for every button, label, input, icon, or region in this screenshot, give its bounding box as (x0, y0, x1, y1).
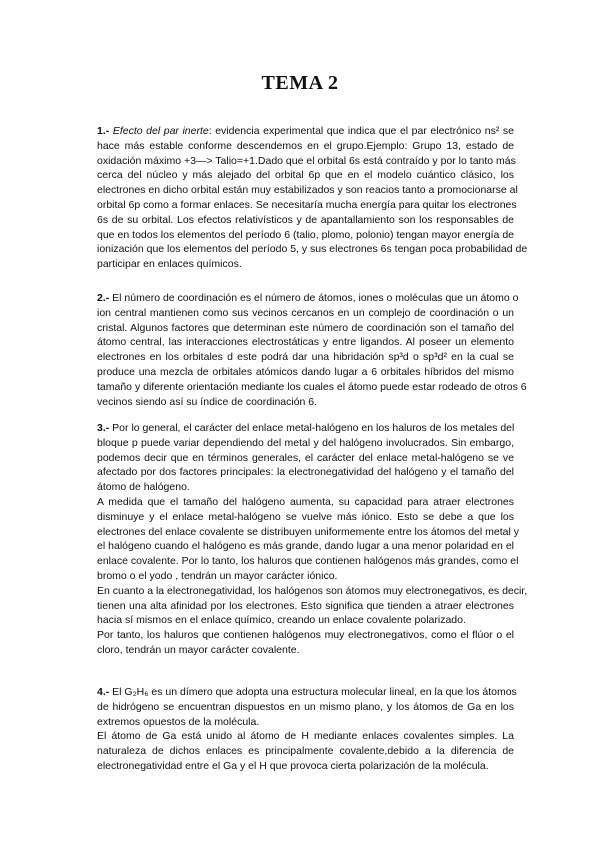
paragraph-first-line (97, 124, 514, 139)
section-number: 4.- (97, 686, 110, 698)
paragraph-first-line (97, 685, 517, 700)
text-line: extremos opuestos de la molécula. (97, 715, 260, 728)
section-number: 3.- (97, 422, 110, 434)
section-3 (97, 421, 528, 658)
text-line: bromo o el yodo , tendrán un mayor carácter iónico. (97, 569, 338, 582)
text-line: tienen una alta afinidad por los electrones. Esto significa que tienden a atraer electrones (97, 599, 514, 612)
italic-term: Efecto del par inerte (112, 125, 209, 137)
page-title: TEMA 2 (261, 72, 339, 94)
line-text: El G₂H₆ es un dímero que adopta una estructura molecular lineal, en la que los átomos (109, 686, 517, 698)
section-4 (97, 685, 517, 774)
line-text: Por lo general, el carácter del enlace metal-halógeno en los haluros de los metales del (109, 422, 515, 434)
text-line: átomo de halógeno. (97, 481, 190, 494)
text-line: el halógeno cuando el halógeno es más grande, dando lugar a una menor polaridad en el (97, 540, 514, 553)
section-number: 1.- (97, 125, 110, 137)
text-line: produce una mezcla de orbitales atómicos dando lugar a 6 orbitales híbridos del mismo (97, 365, 514, 378)
text-line: hacia sí mismos en el enlace químico, creando un enlace covalente polarizado. (97, 614, 466, 627)
text-line: bloque p puede variar dependiendo del metal y del halógeno involucrados. Sin embargo, (97, 436, 514, 449)
text-line: hace más estable conforme descendemos en el grupo.Ejemplo: Grupo 13, estado de (97, 139, 514, 152)
text-line: cloro, tendrán un mayor carácter covalente. (97, 643, 300, 656)
text-line: cristal. Algunos factores que determinan este número de coordinación son el tamaño del (97, 321, 514, 334)
text-line: A medida que el tamaño del halógeno aumenta, su capacidad para atraer electrones (97, 495, 514, 508)
text-line: electrones del enlace covalente se distribuyen uniformemente entre los átomos del metal y (97, 525, 519, 538)
section-number: 2.- (97, 292, 110, 304)
text-line: podemos decir que en términos generales, el carácter del enlace metal-halógeno se ve (97, 451, 514, 464)
text-line: ionización que los elementos del período 5, y sus electrones 6s tengan poca probabilidad de (97, 243, 528, 256)
text-line: tamaño y diferente orientación mediante los cuales el átomo puede estar rodeado de otros 6 (97, 380, 527, 393)
text-line: participar en enlaces químicos. (97, 258, 242, 271)
text-line: naturaleza de dichos enlaces es principalmente covalente,debido a la diferencia de (97, 745, 514, 758)
line-text: : evidencia experimental que indica que el par electrónico ns² se (208, 125, 514, 137)
section-2 (97, 291, 527, 409)
line-text: El número de coordinación es el número de átomos, iones o moléculas que un átomo o (109, 292, 519, 304)
text-line: electronegatividad entre el Ga y el H que provoca cierta polarización de la molécula. (97, 759, 489, 772)
text-line: afectado por dos factores principales: la electronegatividad del halógeno y el tamaño del (97, 466, 514, 479)
text-line: vecinos siendo así su índice de coordinación 6. (97, 395, 318, 408)
text-line: Por tanto, los haluros que contienen halógenos muy electronegativos, como el flúor o el (97, 629, 514, 642)
text-line: electrones en dicho orbital están muy estabilizados y son reacios tanto a promocionarse al (97, 184, 518, 197)
text-line: cerca del núcleo y más alejado del orbital 6p que en el modelo cuántico clásico, los (97, 169, 514, 182)
text-line: enlace covalente. Por lo tanto, los haluros que contienen halógenos más grandes, como el (97, 555, 519, 568)
paragraph-first-line (97, 421, 514, 436)
text-line: electrones en los orbitales d este podrá dar una hibridación sp³d o sp³d² en la cual se (97, 351, 514, 364)
text-line: ion central mantienen como sus vecinos cercanos en un complejo de coordinación o un (97, 306, 514, 319)
paragraph-first-line (97, 291, 519, 306)
text-line: En cuanto a la electronegatividad, los halógenos son átomos muy electronegativos, es decir, (97, 584, 528, 597)
text-line: átomo central, las interacciones electrostáticas y entre ligandos. Al poseer un elemento (97, 336, 514, 349)
text-line: de hidrógeno se encuentran dispuestos en un mismo plano, y los átomos de Ga en los (97, 700, 514, 713)
text-line: que en todos los elementos del período 6 (talio, plomo, polonio) tengan mayor energía de (97, 228, 514, 241)
text-line: disminuye y el enlace metal-halógeno se vuelve más iónico. Esto se debe a que los (97, 510, 514, 523)
text-line: oxidación máximo +3—> Talio=+1.Dado que el orbital 6s está contraído y por lo tanto más (97, 154, 516, 167)
section-1 (97, 124, 528, 272)
text-line: orbital 6p como a formar enlaces. Se necesitaría mucha energía para quitar los electrones (97, 198, 517, 211)
text-line: El átomo de Ga está unido al átomo de H mediante enlaces covalentes simples. La (97, 730, 514, 743)
text-line: 6s de su orbital. Los efectos relativísticos y de apantallamiento son los responsables de (97, 213, 514, 226)
